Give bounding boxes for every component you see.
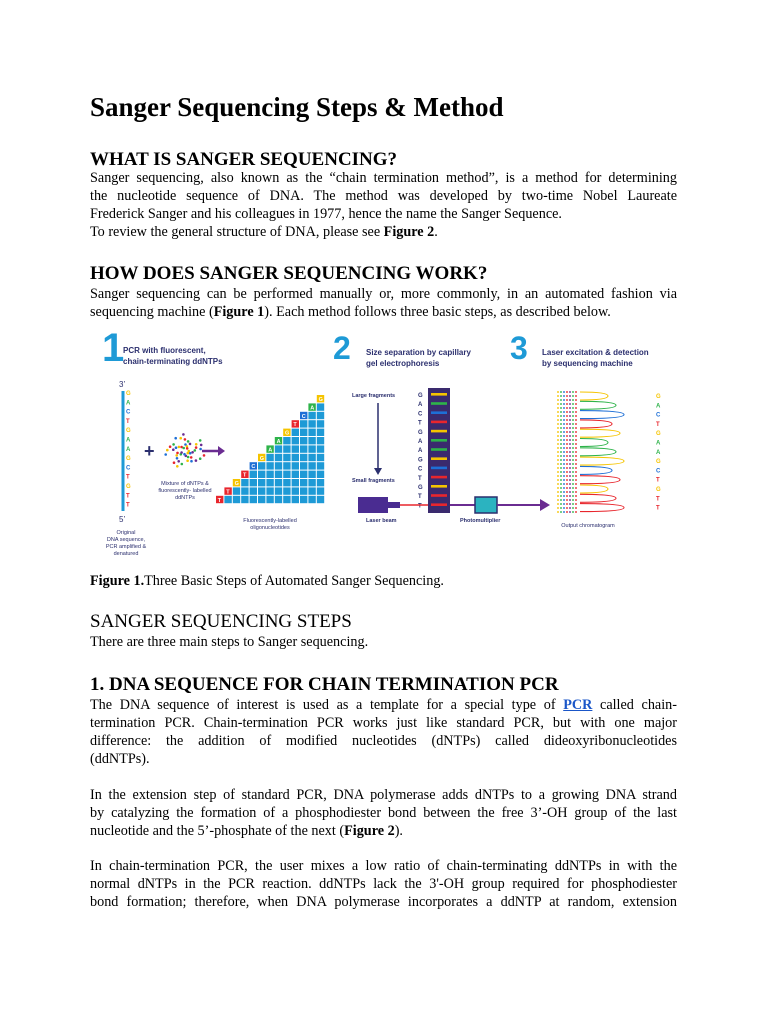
nucleotide-dot: [182, 447, 185, 450]
chrom-base: T: [656, 505, 660, 512]
figure-2-ref: Figure 2: [383, 224, 435, 240]
gel-band: [431, 494, 447, 497]
gel-band: [431, 411, 447, 414]
grid-cell: [317, 496, 324, 503]
grid-cell: [317, 429, 324, 436]
chrom-base: T: [656, 496, 660, 503]
panel1-title-2: chain-terminating ddNTPs: [123, 357, 223, 366]
nucleotide-dot: [195, 443, 198, 446]
template-base: T: [126, 418, 130, 425]
prime3-label: 3’: [119, 380, 126, 389]
nucleotide-dot: [181, 463, 184, 466]
mix-label-1: Mixture of dNTPs &: [161, 481, 209, 487]
template-base: G: [126, 484, 131, 490]
gel-band: [431, 467, 447, 470]
nucleotide-dot: [194, 449, 197, 452]
section-heading-what: WHAT IS SANGER SEQUENCING?: [90, 149, 398, 170]
grid-cell: [317, 454, 324, 461]
template-base: T: [126, 493, 130, 500]
gel-base: G: [418, 485, 423, 491]
text-line: [90, 696, 677, 714]
grid-cell: [233, 496, 240, 503]
paragraph-step1-1: [90, 696, 677, 768]
oligo-label-2: oligonucleotides: [250, 525, 290, 531]
nucleotide-dot: [184, 438, 187, 441]
gel-band: [431, 439, 447, 442]
grid-cell: [308, 420, 315, 427]
grid-cell: [317, 437, 324, 444]
gel-base: T: [418, 475, 422, 482]
laser-label: Laser beam: [366, 518, 397, 524]
nucleotide-dot: [164, 453, 167, 456]
grid-cell: [292, 437, 299, 444]
nucleotide-dot: [195, 446, 198, 449]
template-base: C: [126, 465, 131, 472]
small-fragments-label: Small fragments: [352, 478, 395, 484]
nucleotide-dot: [200, 444, 203, 447]
grid-cell: [241, 496, 248, 503]
grid-cell: [317, 471, 324, 478]
grid-cell: [292, 429, 299, 436]
gel-base: T: [418, 494, 422, 501]
chrom-peak: [580, 494, 616, 502]
nucleotide-dot: [179, 437, 182, 440]
orig-label-2: DNA sequence,: [106, 537, 146, 543]
chrom-base: A: [656, 449, 661, 456]
grid-cell: [283, 437, 290, 444]
chrom-peak: [580, 439, 608, 447]
oligo-label-1: Fluorescently-labelled: [243, 518, 297, 524]
panel3-title-2: by sequencing machine: [542, 359, 633, 368]
caption-text: Three Basic Steps of Automated Sanger Sequencing.: [144, 573, 444, 589]
nucleotide-dot: [191, 451, 194, 454]
chrom-base: A: [656, 440, 661, 447]
section-heading-steps: SANGER SEQUENCING STEPS: [90, 611, 352, 632]
section-heading-how: HOW DOES SANGER SEQUENCING WORK?: [90, 263, 488, 284]
text-line: difference: the addition of modified nucleotides (dNTPs) called dideoxyribonucleotides: [90, 733, 677, 749]
gel-base: A: [418, 448, 423, 455]
orig-label-1: Original: [116, 530, 136, 536]
grid-cell: [308, 471, 315, 478]
chrom-base: C: [656, 468, 661, 475]
text-line: In chain-termination PCR, the user mixes a low ratio of chain-terminating ddNTPs in with the: [90, 858, 677, 874]
grid-cell: [266, 462, 273, 469]
grid-cell: [317, 462, 324, 469]
text-line: Sanger sequencing, also known as the “chain termination method”, is a method for determining: [90, 170, 677, 186]
grid-cell: [275, 445, 282, 452]
grid-cell: [233, 487, 240, 494]
gel-base: G: [418, 393, 423, 399]
chrom-base: A: [656, 403, 661, 410]
gel-base: A: [418, 402, 423, 409]
nucleotide-dot: [187, 440, 190, 443]
ddntp-letter: G: [285, 430, 290, 437]
grid-cell: [317, 445, 324, 452]
chrom-peak: [580, 476, 620, 484]
prime5-label: 5’: [119, 515, 126, 524]
grid-cell: [250, 471, 257, 478]
chrom-peak: [580, 485, 608, 493]
grid-cell: [292, 471, 299, 478]
panel2-title-2: gel electrophoresis: [366, 359, 440, 368]
chrom-base: G: [656, 394, 661, 400]
grid-cell: [283, 445, 290, 452]
paragraph-step1-3: [90, 857, 677, 911]
paragraph-what: [90, 169, 677, 241]
gel-band: [431, 503, 447, 506]
grid-cell: [308, 487, 315, 494]
gel-band: [431, 402, 447, 405]
grid-cell: [308, 496, 315, 503]
grid-cell: [292, 445, 299, 452]
grid-cell: [275, 454, 282, 461]
ddntp-letter: T: [243, 472, 247, 479]
panel3-number: 3: [510, 330, 528, 366]
grid-cell: [300, 454, 307, 461]
grid-cell: [250, 496, 257, 503]
ddntp-letter: G: [259, 455, 265, 462]
grid-cell: [308, 445, 315, 452]
how-suffix: ). Each method follows three basic steps, as described below.: [264, 304, 611, 320]
grid-cell: [241, 479, 248, 486]
text-line: Sanger sequencing can be performed manually or, more commonly, in an automated fashion via: [90, 286, 677, 302]
gel-base: A: [418, 439, 423, 445]
template-base: A: [126, 437, 131, 444]
review-suffix: .: [434, 224, 438, 240]
nucleotide-dot: [176, 465, 179, 468]
gel-band: [431, 485, 447, 488]
gel-base: G: [418, 429, 423, 436]
grid-cell: [292, 454, 299, 461]
text-line: In the extension step of standard PCR, DNA polymerase adds dNTPs to a growing DNA strand: [90, 787, 677, 803]
nucleotide-dot: [180, 451, 183, 454]
text-line: by catalyzing the formation of a phosphodiester bond between the free 3’-OH group of the last: [90, 805, 677, 821]
grid-cell: [250, 487, 257, 494]
chrom-peak: [580, 448, 616, 456]
nucleotide-dot: [189, 452, 192, 455]
grid-cell: [300, 462, 307, 469]
gel-band: [431, 393, 447, 396]
grid-cell: [317, 487, 324, 494]
grid-cell: [258, 462, 265, 469]
grid-cell: [300, 437, 307, 444]
nucleotide-dot: [174, 437, 177, 440]
grid-cell: [258, 496, 265, 503]
grid-cell: [283, 462, 290, 469]
paragraph-how: [90, 285, 677, 321]
chrom-peak: [580, 466, 612, 474]
p1-prefix: The DNA sequence of interest is used as a template for a special type of: [90, 697, 564, 713]
chrom-peak: [580, 401, 616, 409]
nucleotide-dot: [177, 460, 180, 463]
chrom-peak: [580, 420, 612, 428]
grid-cell: [300, 487, 307, 494]
nucleotide-dot: [199, 439, 202, 442]
nucleotide-dot: [183, 453, 186, 456]
section-heading-step1: 1. DNA SEQUENCE FOR CHAIN TERMINATION PCR: [90, 674, 559, 695]
grid-cell: [308, 437, 315, 444]
orig-label-4: denatured: [113, 551, 139, 557]
figure-1-image: [90, 323, 680, 569]
grid-cell: [283, 471, 290, 478]
gel-base: T: [418, 420, 422, 427]
chrom-base: G: [656, 459, 661, 466]
grid-cell: [308, 462, 315, 469]
figure-1-ref: Figure 1: [213, 304, 265, 320]
chrom-base: G: [656, 431, 661, 438]
grid-cell: [317, 420, 324, 427]
paragraph-step1-2: [90, 786, 677, 840]
figure-caption: [90, 573, 444, 590]
review-line: [90, 223, 677, 241]
ddntp-letter: T: [226, 489, 230, 496]
mix-label-3: ddNTPs: [175, 495, 195, 501]
ddntp-letter: T: [293, 422, 297, 429]
grid-cell: [292, 479, 299, 486]
caption-label: Figure 1.: [90, 573, 145, 589]
gel-base: T: [418, 503, 422, 510]
grid-cell: [266, 487, 273, 494]
template-base: G: [126, 456, 131, 463]
grid-cell: [275, 487, 282, 494]
ddntp-letter: T: [217, 497, 222, 504]
text-line: [90, 303, 677, 321]
ddntp-letter: A: [268, 447, 273, 454]
panel2-title-1: Size separation by capillary: [366, 348, 471, 357]
output-label: Output chromatogram: [561, 523, 615, 529]
grid-cell: [308, 412, 315, 419]
grid-cell: [300, 479, 307, 486]
grid-cell: [258, 471, 265, 478]
nucleotide-dot: [195, 459, 198, 462]
grid-cell: [275, 496, 282, 503]
nucleotide-dot: [173, 461, 176, 464]
nucleotide-dot: [187, 452, 190, 455]
gel-band: [431, 430, 447, 433]
gel-base: C: [418, 466, 423, 473]
template-base: T: [126, 502, 130, 509]
text-line: [90, 822, 677, 840]
nucleotide-dot: [172, 448, 175, 451]
chrom-peak: [580, 504, 624, 512]
nucleotide-dot: [176, 452, 179, 455]
grid-cell: [275, 462, 282, 469]
chrom-base: T: [656, 421, 660, 428]
chrom-peak: [580, 392, 608, 400]
nucleotide-dot: [166, 449, 169, 452]
grid-cell: [258, 479, 265, 486]
grid-cell: [300, 496, 307, 503]
orig-label-3: PCR amplified &: [105, 544, 147, 550]
nucleotide-dot: [187, 456, 190, 459]
grid-cell: [300, 420, 307, 427]
ddntp-letter: G: [318, 397, 323, 403]
grid-cell: [300, 471, 307, 478]
text-line: termination PCR. Chain-termination PCR works just like standard PCR, but with one major: [90, 715, 677, 731]
gel-base: C: [418, 411, 423, 418]
nucleotide-dot: [178, 446, 181, 449]
grid-cell: [317, 412, 324, 419]
grid-cell: [300, 429, 307, 436]
gel-band: [431, 421, 447, 424]
nucleotide-dot: [186, 459, 189, 462]
text-line: Frederick Sanger and his colleagues in 1977, hence the name the Sanger Sequence.: [90, 206, 562, 222]
ddntp-letter: A: [310, 405, 315, 412]
grid-cell: [292, 487, 299, 494]
pcr-link[interactable]: PCR: [563, 697, 593, 713]
ddntp-letter: A: [276, 439, 281, 445]
plus-sign: +: [144, 441, 155, 461]
template-base: G: [126, 391, 131, 397]
nucleotide-dot: [186, 447, 189, 450]
pmt-label: Photomultiplier: [460, 518, 501, 524]
chrom-base: T: [656, 477, 660, 484]
grid-cell: [292, 462, 299, 469]
text-line: (ddNTPs).: [90, 751, 150, 767]
grid-cell: [283, 454, 290, 461]
nucleotide-dot: [199, 457, 202, 460]
template-base: T: [126, 474, 130, 481]
chrom-base: C: [656, 412, 661, 419]
template-base: C: [126, 409, 131, 416]
grid-cell: [266, 454, 273, 461]
text-line: bond formation; therefore, when DNA polymerase incorporates a ddNTP at random, extension: [90, 894, 677, 910]
mix-label-2: fluorescently- labelled: [158, 488, 212, 494]
panel1-title-1: PCR with fluorescent,: [123, 346, 206, 355]
text-line: normal dNTPs in the PCR reaction. ddNTPs lack the 3'-OH group required for phosphodiester: [90, 876, 677, 892]
nucleotide-dot: [175, 454, 178, 457]
nucleotide-dot: [199, 448, 202, 451]
grid-cell: [275, 471, 282, 478]
nucleotide-dot: [190, 460, 193, 463]
ddntp-letter: G: [234, 481, 239, 487]
grid-cell: [275, 479, 282, 486]
nucleotide-dot: [182, 433, 185, 436]
grid-cell: [258, 487, 265, 494]
grid-cell: [308, 479, 315, 486]
gel-band: [431, 457, 447, 460]
chrom-base: G: [656, 487, 661, 493]
gel-band: [431, 448, 447, 451]
panel1-number: 1: [102, 326, 125, 370]
panel2-number: 2: [333, 330, 351, 366]
chrom-peak: [580, 429, 620, 437]
grid-cell: [292, 496, 299, 503]
grid-cell: [266, 496, 273, 503]
large-fragments-label: Large fragments: [352, 393, 396, 399]
ddntp-letter: C: [251, 464, 256, 471]
nucleotide-dot: [169, 445, 172, 448]
grid-cell: [308, 429, 315, 436]
grid-cell: [283, 479, 290, 486]
paragraph-steps: [90, 633, 677, 651]
gel-band: [431, 476, 447, 479]
ddntp-letter: C: [301, 413, 306, 420]
page-title: Sanger Sequencing Steps & Method: [90, 92, 504, 122]
grid-cell: [266, 471, 273, 478]
p2-suffix: ).: [394, 823, 403, 839]
p1-suffix: called chain-: [592, 697, 677, 713]
grid-cell: [241, 487, 248, 494]
grid-cell: [266, 479, 273, 486]
how-prefix: sequencing machine (: [90, 304, 214, 320]
text-line: There are three main steps to Sanger sequencing.: [90, 634, 369, 650]
nucleotide-dot: [203, 454, 206, 457]
template-base: G: [126, 428, 131, 435]
figure-2-ref: Figure 2: [344, 823, 395, 839]
review-prefix: To review the general structure of DNA, please see: [90, 224, 384, 240]
grid-cell: [250, 479, 257, 486]
template-base: A: [126, 400, 131, 407]
grid-cell: [283, 496, 290, 503]
chrom-peak: [580, 411, 624, 419]
grid-cell: [224, 496, 231, 503]
gel-base: G: [418, 457, 423, 464]
nucleotide-dot: [190, 456, 193, 459]
p2-prefix: nucleotide and the 5’-phosphate of the next (: [90, 823, 345, 839]
grid-cell: [317, 479, 324, 486]
grid-cell: [317, 403, 324, 410]
panel3-title-1: Laser excitation & detection: [542, 348, 649, 357]
grid-cell: [308, 454, 315, 461]
chrom-peak: [580, 457, 624, 465]
grid-cell: [300, 445, 307, 452]
nucleotide-dot: [172, 443, 175, 446]
text-line: the nucleotide sequence of DNA. The method was developed by two-time Nobel Laureate: [90, 188, 677, 204]
nucleotide-dot: [176, 457, 179, 460]
grid-cell: [283, 487, 290, 494]
nucleotide-dot: [175, 446, 178, 449]
template-base: A: [126, 446, 131, 453]
nucleotide-dot: [189, 443, 192, 446]
